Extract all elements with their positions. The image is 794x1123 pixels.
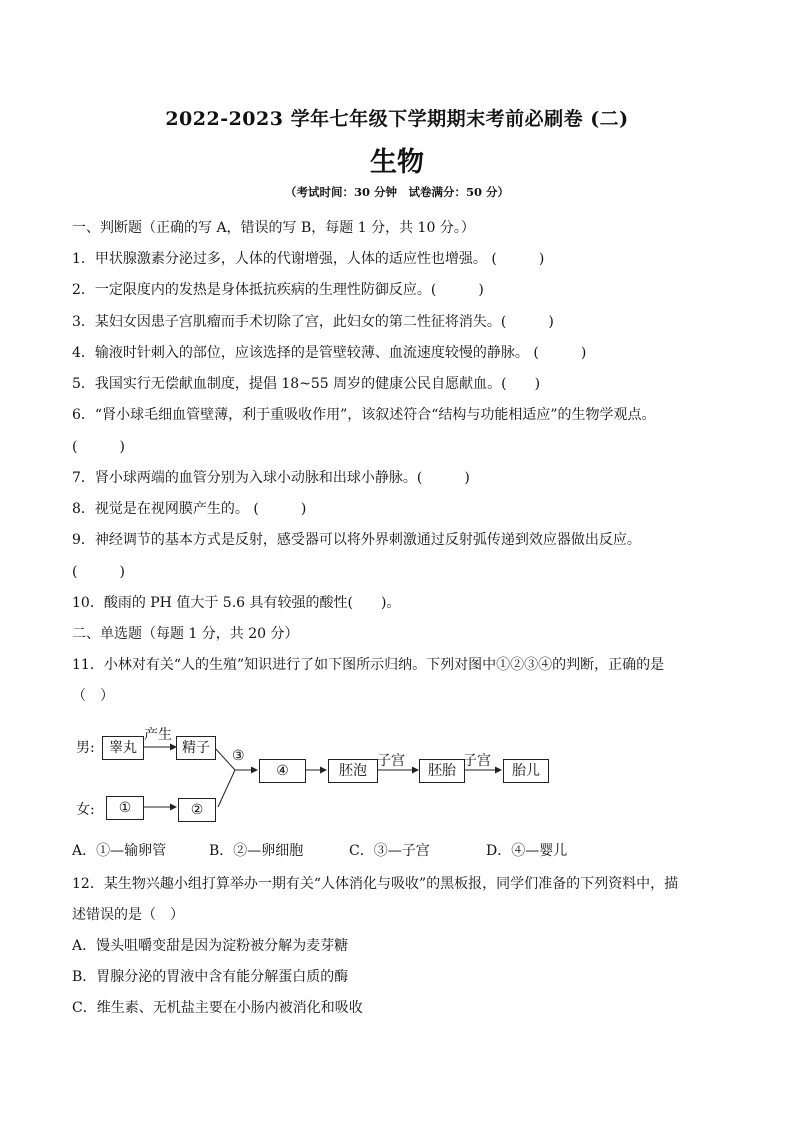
embryo-box: 胚胎 xyxy=(419,759,465,783)
q11-option-b[interactable]: B．②—卵细胞 xyxy=(209,843,304,859)
fetus-box: 胎儿 xyxy=(503,759,549,783)
question-12-stem-2: 述错误的是（ ） xyxy=(72,907,184,923)
q12-option-c[interactable]: C．维生素、无机盐主要在小肠内被消化和吸收 xyxy=(72,1000,363,1016)
q11-option-d[interactable]: D．④—婴儿 xyxy=(486,843,568,859)
question-11-paren: （ ） xyxy=(72,688,114,704)
question-7: 7．肾小球两端的血管分别为入球小动脉和出球小静脉。( ) xyxy=(72,470,470,486)
question-5: 5．我国实行无偿献血制度，提倡 18~55 周岁的健康公民自愿献血。( ) xyxy=(72,376,541,392)
question-6-paren: ( ) xyxy=(72,439,125,455)
question-9-paren: ( ) xyxy=(72,564,125,580)
testis-box: 睾丸 xyxy=(102,736,144,760)
q12-option-b[interactable]: B．胃腺分泌的胃液中含有能分解蛋白质的酶 xyxy=(72,969,349,985)
exam-note: （考试时间：30 分钟 试卷满分：50 分） xyxy=(284,185,509,199)
male-label: 男: xyxy=(76,740,95,756)
question-11-options xyxy=(72,840,567,860)
exam-title: 2022-2023 学年七年级下学期期末考前必刷卷 (二) xyxy=(165,108,629,130)
q11-option-a[interactable]: A．①—输卵管 xyxy=(72,843,167,859)
subject-title: 生物 xyxy=(370,147,424,178)
question-10: 10．酸雨的 PH 值大于 5.6 具有较强的酸性( )。 xyxy=(72,595,401,611)
question-4: 4．输液时针刺入的部位，应该选择的是管壁较薄、血流速度较慢的静脉。 ( ) xyxy=(72,345,587,361)
question-11-stem: 11．小林对有关“人的生殖”知识进行了如下图所示归纳。下列对图中①②③④的判断，正确的是 xyxy=(72,657,665,673)
reproduction-diagram xyxy=(72,722,572,828)
embryo-vesicle-box: 胚泡 xyxy=(328,759,378,783)
section2-heading: 二、单选题（每题 1 分，共 20 分） xyxy=(72,626,299,642)
sperm-box: 精子 xyxy=(176,736,216,760)
female-label: 女: xyxy=(76,802,95,818)
circle-1-box: ① xyxy=(106,796,144,820)
section1-heading: 一、判断题（正确的写 A，错误的写 B，每题 1 分，共 10 分。） xyxy=(72,220,475,236)
q12-option-a[interactable]: A．馒头咀嚼变甜是因为淀粉被分解为麦芽糖 xyxy=(72,938,349,954)
question-8: 8．视觉是在视网膜产生的。 ( ) xyxy=(72,501,307,517)
question-3: 3．某妇女因患子宫肌瘤而手术切除了宫，此妇女的第二性征将消失。( ) xyxy=(72,314,554,330)
q11-option-c[interactable]: C．③—子宫 xyxy=(349,843,430,859)
circle-4-box: ④ xyxy=(259,759,306,783)
question-2: 2．一定限度内的发热是身体抵抗疾病的生理性防御反应。( ) xyxy=(72,282,484,298)
uterus-label-2: 子宫 xyxy=(463,753,491,769)
circle-2-box: ② xyxy=(178,798,216,822)
question-12-stem: 12．某生物兴趣小组打算举办一期有关“人体消化与吸收”的黑板报，同学们准备的下列资料中，描 xyxy=(72,876,679,892)
produce-label: 产生 xyxy=(144,727,172,743)
question-6: 6．“肾小球毛细血管壁薄，利于重吸收作用”，该叙述符合“结构与功能相适应”的生物学观点。 xyxy=(72,407,656,423)
circle-3-label: ③ xyxy=(232,748,245,764)
question-1: 1．甲状腺激素分泌过多，人体的代谢增强，人体的适应性也增强。 ( ) xyxy=(72,251,545,267)
uterus-label-1: 子宫 xyxy=(377,753,405,769)
question-9: 9．神经调节的基本方式是反射，感受器可以将外界刺激通过反射弧传递到效应器做出反应。 xyxy=(72,532,641,548)
